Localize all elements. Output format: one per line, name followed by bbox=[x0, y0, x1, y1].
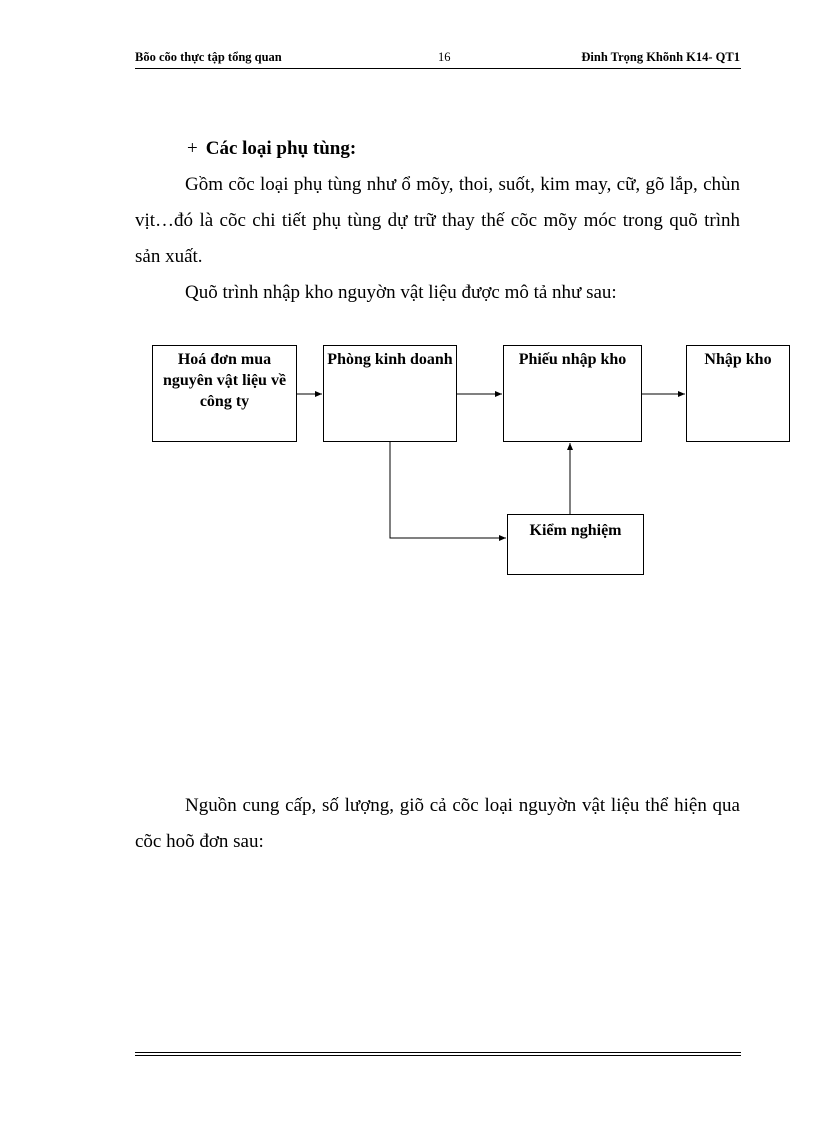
footer-rule-bottom bbox=[135, 1055, 741, 1056]
header-author: Đinh Trọng Khõnh K14- QT1 bbox=[581, 50, 740, 64]
flow-box-goods-receipt: Phiếu nhập kho bbox=[503, 345, 642, 442]
header-report-title: Bõo cõo thực tập tổng quan bbox=[135, 50, 282, 64]
flow-box-sales-department: Phòng kinh doanh bbox=[323, 345, 457, 442]
flow-box-purchase-invoice: Hoá đơn mua nguyên vật liệu về công ty bbox=[152, 345, 297, 442]
section-title: Các loại phụ tùng: bbox=[205, 138, 357, 159]
flow-box-inspection: Kiểm nghiệm bbox=[507, 514, 644, 575]
paragraph-invoices-intro: Nguồn cung cấp, số lượng, giõ cả cõc loại nguyờn vật liệu thể hiện qua cõc hoõ đơn sau: bbox=[135, 795, 740, 852]
arrow-sales-to-inspection bbox=[390, 442, 506, 538]
footer-rule-top bbox=[135, 1052, 741, 1053]
page-number: 16 bbox=[438, 50, 451, 64]
paragraph-process-intro: Quõ trình nhập kho nguyờn vật liệu được mô tả như sau: bbox=[185, 282, 617, 303]
paragraph-spare-parts: Gồm cõc loại phụ tùng như ổ mõy, thoi, suốt, kim may, cữ, gõ lắp, chùn vịt…đó là cõc chi tiết phụ tùng dự trữ thay thế cõc mõy móc trong quõ trình sản xuất. bbox=[135, 174, 740, 267]
bullet-plus: + bbox=[187, 138, 198, 159]
flow-box-warehouse-entry: Nhập kho bbox=[686, 345, 790, 442]
